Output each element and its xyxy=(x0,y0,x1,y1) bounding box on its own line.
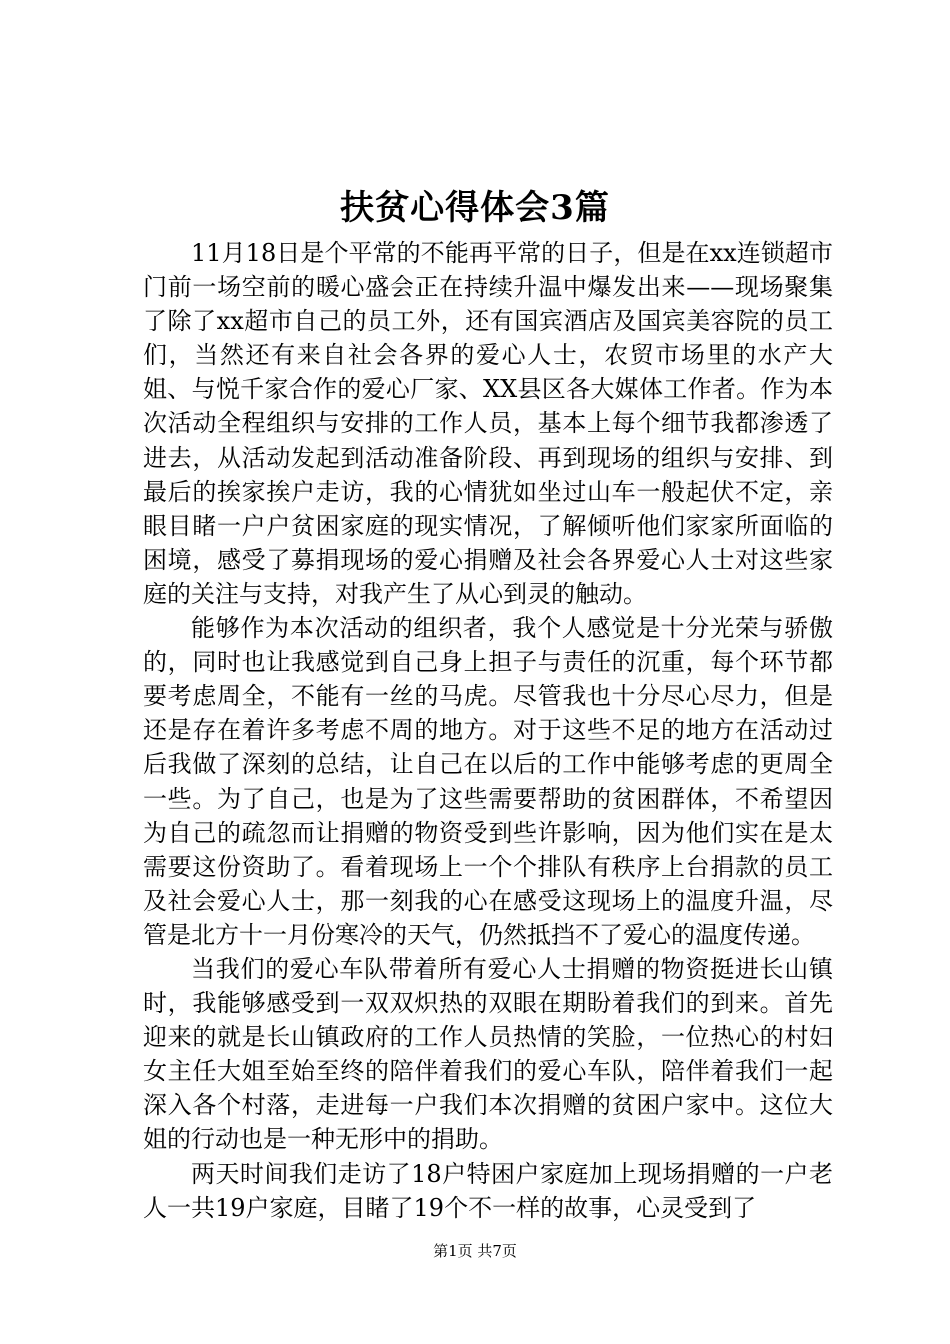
document-body xyxy=(143,236,833,1225)
page-number-footer: 第1页 共7页 xyxy=(433,1242,517,1260)
document-title: 扶贫心得体会3篇 xyxy=(340,188,610,228)
paragraph: 两天时间我们走访了18户特困户家庭加上现场捐赠的一户老人一共19户家庭，目睹了19个不一样的故事，心灵受到了 xyxy=(143,1159,833,1222)
paragraph: 能够作为本次活动的组织者，我个人感觉是十分光荣与骄傲的，同时也让我感觉到自己身上担子与责任的沉重，每个环节都要考虑周全，不能有一丝的马虎。尽管我也十分尽心尽力，但是还是存在着许多考虑不周的地方。对于这些不足的地方在活动过后我做了深刻的总结，让自己在以后的工作中能够考虑的更周全一些。为了自己，也是为了这些需要帮助的贫困群体，不希望因为自己的疏忽而让捐赠的物资受到些许影响，因为他们实在是太需要这份资助了。看着现场上一个个排队有秩序上台捐款的员工及社会爱心人士，那一刻我的心在感受这现场上的温度升温，尽管是北方十一月份寒冷的天气，仍然抵挡不了爱心的温度传递。 xyxy=(143,614,833,949)
paragraph: 当我们的爱心车队带着所有爱心人士捐赠的物资挺进长山镇时，我能够感受到一双双炽热的双眼在期盼着我们的到来。首先迎来的就是长山镇政府的工作人员热情的笑脸，一位热心的村妇女主任大姐至始至终的陪伴着我们的爱心车队，陪伴着我们一起深入各个村落，走进每一户我们本次捐赠的贫困户家中。这位大姐的行动也是一种无形中的捐助。 xyxy=(143,954,833,1154)
paragraph: 11月18日是个平常的不能再平常的日子，但是在xx连锁超市门前一场空前的暖心盛会正在持续升温中爆发出来——现场聚集了除了xx超市自己的员工外，还有国宾酒店及国宾美容院的员工们，当然还有来自社会各界的爱心人士，农贸市场里的水产大姐、与悦千家合作的爱心厂家、XX县区各大媒体工作者。作为本次活动全程组织与安排的工作人员，基本上每个细节我都渗透了进去，从活动发起到活动准备阶段、再到现场的组织与安排、到最后的挨家挨户走访，我的心情犹如坐过山车一般起伏不定，亲眼目睹一户户贫困家庭的现实情况，了解倾听他们家家所面临的困境，感受了募捐现场的爱心捐赠及社会各界爱心人士对这些家庭的关注与支持，对我产生了从心到灵的触动。 xyxy=(143,239,833,608)
